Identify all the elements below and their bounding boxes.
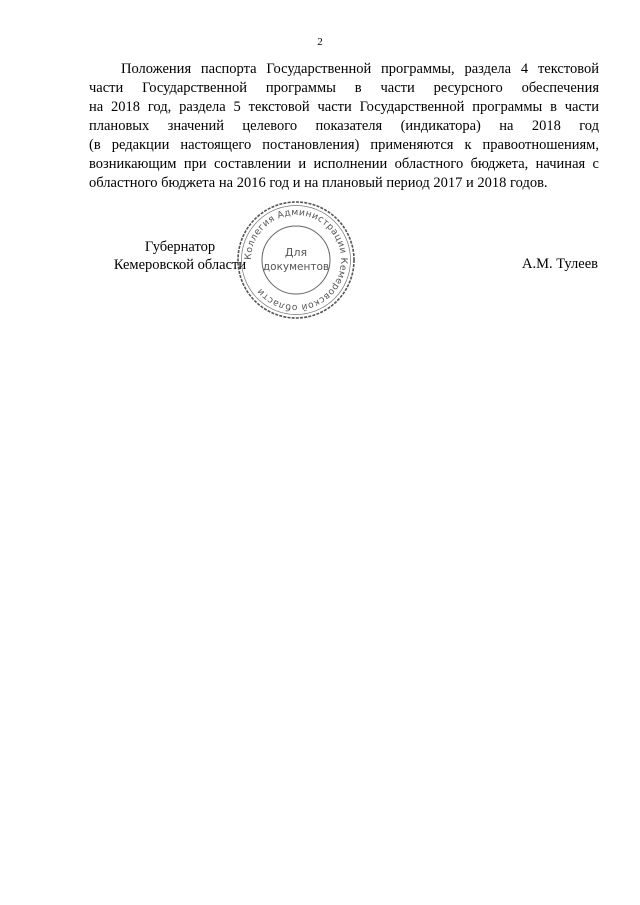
signature-title-line2: Кемеровской области [113, 257, 247, 273]
stamp-outer-text: Коллегия Администрации Кемеровской области [242, 206, 350, 314]
stamp-outer-inner-ring [242, 206, 351, 315]
stamp-center-line1: Для [284, 246, 308, 259]
body-line: на 2018 год, раздела 5 текстовой части Государственной программы в части [89, 99, 599, 115]
signatory-name: А.М. Тулеев [522, 256, 598, 272]
stamp-outer-ring [238, 202, 354, 318]
stamp-center-line2: документов [262, 261, 330, 273]
signature-title-line1: Губернатор [144, 239, 216, 255]
body-line: областного бюджета на 2016 год и на плановый период 2017 и 2018 годов. [89, 175, 548, 191]
body-line: плановых значений целевого показателя (индикатора) на 2018 год [89, 118, 599, 134]
body-line: (в редакции настоящего постановления) применяются к правоотношениям, [89, 137, 599, 153]
body-line: части Государственной программы в части ресурсного обеспечения [89, 80, 599, 96]
body-paragraph [89, 60, 599, 193]
signature-title [105, 238, 255, 274]
body-line: возникающим при составлении и исполнении областного бюджета, начиная с [89, 156, 599, 172]
official-stamp [234, 198, 358, 322]
body-line: Положения паспорта Государственной программы, раздела 4 текстовой [121, 61, 599, 77]
page-number: 2 [317, 36, 323, 48]
stamp-inner-ring [262, 226, 330, 294]
